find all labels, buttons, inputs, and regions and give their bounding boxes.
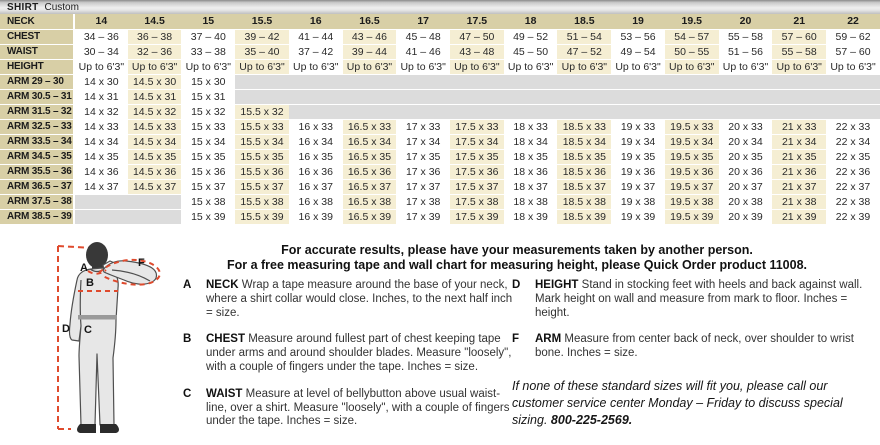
size-cell: 14.5 x 33: [128, 119, 182, 134]
measuring-heading-line1: For accurate results, please have your measurements taken by another person.: [281, 243, 753, 257]
neck-size-cell: 15.5: [235, 14, 289, 29]
size-cell: [343, 104, 397, 119]
size-cell: 21 x 35: [772, 149, 826, 164]
size-cell: 45 – 48: [396, 29, 450, 44]
size-cell: [826, 104, 880, 119]
size-cell: Up to 6'3": [450, 59, 504, 74]
size-cell: 15.5 x 38: [235, 194, 289, 209]
size-chart-table: [0, 14, 880, 225]
size-cell: [772, 89, 826, 104]
size-cell: 19.5 x 38: [665, 194, 719, 209]
size-cell: 14.5 x 34: [128, 134, 182, 149]
size-cell: [557, 104, 611, 119]
size-cell: [557, 74, 611, 89]
size-cell: Up to 6'3": [557, 59, 611, 74]
size-cell: 20 x 35: [719, 149, 773, 164]
neck-size-cell: 16.5: [343, 14, 397, 29]
neck-size-cell: 14: [74, 14, 128, 29]
size-cell: 19 x 35: [611, 149, 665, 164]
size-cell: 15 x 37: [181, 179, 235, 194]
size-cell: 20 x 37: [719, 179, 773, 194]
size-cell: 18 x 34: [504, 134, 558, 149]
neck-size-cell: 17: [396, 14, 450, 29]
instruction-text: Stand in stocking feet with heels and back against wall. Mark height on wall and measure from mark to floor. Inches = height.: [535, 279, 863, 319]
neck-size-cell: 15: [181, 14, 235, 29]
size-cell: 19.5 x 34: [665, 134, 719, 149]
size-cell: 55 – 58: [719, 29, 773, 44]
size-cell: 21 x 36: [772, 164, 826, 179]
size-cell: 20 x 39: [719, 209, 773, 224]
size-cell: 19 x 34: [611, 134, 665, 149]
size-cell: [128, 194, 182, 209]
size-cell: 17.5 x 33: [450, 119, 504, 134]
size-cell: 41 – 44: [289, 29, 343, 44]
instruction-text: Measure at level of bellybutton above usual waist-line, over a shirt. Measure "loosely", with a couple of fingers under the tape. Inches = size.: [206, 387, 510, 428]
size-cell: Up to 6'3": [826, 59, 880, 74]
size-cell: 22 x 39: [826, 209, 880, 224]
row-label-cell: ARM 30.5 – 31: [0, 89, 74, 104]
size-cell: 18 x 37: [504, 179, 558, 194]
special-sizing-text: If none of these standard sizes will fit you, please call our customer service center Monday – Friday to discuss special sizing.: [512, 378, 843, 427]
size-cell: 14 x 30: [74, 74, 128, 89]
size-cell: 21 x 34: [772, 134, 826, 149]
row-label-cell: CHEST: [0, 29, 74, 44]
size-cell: 19.5 x 37: [665, 179, 719, 194]
size-cell: 16.5 x 33: [343, 119, 397, 134]
size-cell: [450, 104, 504, 119]
size-cell: 14 x 35: [74, 149, 128, 164]
instruction-chest: [183, 333, 519, 374]
size-cell: 18 x 36: [504, 164, 558, 179]
section-header: [0, 0, 880, 14]
size-cell: 14 x 34: [74, 134, 128, 149]
size-table-row: [0, 164, 880, 179]
size-cell: 18 x 35: [504, 149, 558, 164]
figure-label-neck: A: [80, 262, 88, 274]
size-cell: 16 x 34: [289, 134, 343, 149]
size-cell: 16.5 x 39: [343, 209, 397, 224]
size-cell: [665, 104, 719, 119]
size-cell: [396, 104, 450, 119]
size-cell: [504, 74, 558, 89]
size-cell: 43 – 46: [343, 29, 397, 44]
row-label-cell: ARM 33.5 – 34: [0, 134, 74, 149]
size-table-row: [0, 179, 880, 194]
size-cell: 41 – 46: [396, 44, 450, 59]
size-cell: 18.5 x 38: [557, 194, 611, 209]
row-label-cell: ARM 37.5 – 38: [0, 194, 74, 209]
figure-body: [69, 261, 156, 425]
instruction-letter: C: [183, 387, 192, 400]
size-cell: [396, 89, 450, 104]
size-cell: 37 – 42: [289, 44, 343, 59]
size-table-row: [0, 134, 880, 149]
size-cell: 45 – 50: [504, 44, 558, 59]
size-cell: Up to 6'3": [289, 59, 343, 74]
size-cell: 55 – 58: [772, 44, 826, 59]
size-cell: 22 x 33: [826, 119, 880, 134]
figure-label-waist: C: [84, 324, 92, 336]
size-cell: 32 – 36: [128, 44, 182, 59]
size-cell: [235, 74, 289, 89]
instruction-letter: D: [512, 279, 521, 291]
size-cell: 15 x 31: [181, 89, 235, 104]
instruction-height: [512, 279, 878, 320]
size-cell: 57 – 60: [772, 29, 826, 44]
size-cell: 51 – 56: [719, 44, 773, 59]
section-title: SHIRT: [7, 1, 39, 13]
size-cell: 14.5 x 32: [128, 104, 182, 119]
row-label-cell: ARM 34.5 – 35: [0, 149, 74, 164]
size-cell: [826, 89, 880, 104]
size-cell: 43 – 48: [450, 44, 504, 59]
size-cell: 14 x 36: [74, 164, 128, 179]
size-cell: 16.5 x 34: [343, 134, 397, 149]
size-table-row: [0, 59, 880, 74]
size-cell: [450, 74, 504, 89]
size-cell: Up to 6'3": [772, 59, 826, 74]
instruction-term: HEIGHT: [535, 279, 579, 291]
size-cell: [289, 104, 343, 119]
measurement-figure-illustration: [0, 238, 170, 445]
instruction-term: CHEST: [206, 333, 245, 346]
row-label-cell: ARM 36.5 – 37: [0, 179, 74, 194]
size-cell: 16.5 x 36: [343, 164, 397, 179]
size-cell: 18.5 x 37: [557, 179, 611, 194]
size-table-row: [0, 89, 880, 104]
instruction-term: ARM: [535, 333, 562, 346]
figure-waist-band: [78, 315, 117, 320]
size-cell: Up to 6'3": [719, 59, 773, 74]
neck-size-cell: 14.5: [128, 14, 182, 29]
size-cell: 14 x 37: [74, 179, 128, 194]
size-cell: 14.5 x 30: [128, 74, 182, 89]
neck-header-row: [0, 14, 880, 29]
neck-size-cell: 18.5: [557, 14, 611, 29]
row-label-cell: ARM 31.5 – 32: [0, 104, 74, 119]
size-cell: 21 x 37: [772, 179, 826, 194]
size-cell: [719, 89, 773, 104]
size-table-row: [0, 194, 880, 209]
size-cell: [343, 74, 397, 89]
instruction-neck: [183, 279, 519, 320]
size-cell: [74, 194, 128, 209]
special-sizing-note: [512, 378, 878, 429]
measuring-heading-line2: For a free measuring tape and wall chart for measuring height, please Quick Order product 11008.: [226, 257, 808, 272]
size-cell: 35 – 40: [235, 44, 289, 59]
size-cell: 22 x 35: [826, 149, 880, 164]
size-cell: 20 x 36: [719, 164, 773, 179]
size-table-row: [0, 119, 880, 134]
size-cell: 16.5 x 37: [343, 179, 397, 194]
size-cell: 19.5 x 35: [665, 149, 719, 164]
row-label-cell: WAIST: [0, 44, 74, 59]
size-cell: Up to 6'3": [128, 59, 182, 74]
size-cell: 15 x 39: [181, 209, 235, 224]
size-cell: [343, 89, 397, 104]
neck-size-cell: 19.5: [665, 14, 719, 29]
size-cell: [665, 89, 719, 104]
size-cell: 21 x 39: [772, 209, 826, 224]
size-cell: 17 x 35: [396, 149, 450, 164]
size-cell: 17.5 x 38: [450, 194, 504, 209]
size-cell: 16 x 33: [289, 119, 343, 134]
instruction-arm: [512, 333, 878, 361]
size-cell: Up to 6'3": [235, 59, 289, 74]
size-cell: 15.5 x 39: [235, 209, 289, 224]
size-cell: 18.5 x 39: [557, 209, 611, 224]
neck-size-cell: 16: [289, 14, 343, 29]
instruction-term: WAIST: [206, 387, 243, 400]
size-cell: 59 – 62: [826, 29, 880, 44]
size-cell: 19 x 36: [611, 164, 665, 179]
size-cell: Up to 6'3": [181, 59, 235, 74]
size-cell: 51 – 54: [557, 29, 611, 44]
size-cell: 15 x 33: [181, 119, 235, 134]
size-cell: 53 – 56: [611, 29, 665, 44]
size-cell: 16 x 39: [289, 209, 343, 224]
instruction-letter: F: [512, 333, 520, 346]
size-cell: [826, 74, 880, 89]
size-cell: 17 x 33: [396, 119, 450, 134]
size-cell: Up to 6'3": [665, 59, 719, 74]
size-cell: [450, 89, 504, 104]
size-cell: 15.5 x 36: [235, 164, 289, 179]
measuring-heading: [160, 243, 874, 272]
size-cell: 14 x 32: [74, 104, 128, 119]
neck-size-cell: 19: [611, 14, 665, 29]
size-cell: 39 – 42: [235, 29, 289, 44]
size-cell: 22 x 38: [826, 194, 880, 209]
size-cell: Up to 6'3": [611, 59, 665, 74]
instructions-left-column: [183, 279, 519, 442]
phone-number: 800-225-2569.: [550, 412, 633, 427]
size-cell: 15 x 34: [181, 134, 235, 149]
size-cell: 17.5 x 34: [450, 134, 504, 149]
figure-shoes: [77, 424, 119, 433]
size-cell: 33 – 38: [181, 44, 235, 59]
size-cell: [396, 74, 450, 89]
size-cell: 15 x 32: [181, 104, 235, 119]
row-label-cell: ARM 38.5 – 39: [0, 209, 74, 224]
size-cell: 16 x 38: [289, 194, 343, 209]
row-label-cell: ARM 32.5 – 33: [0, 119, 74, 134]
size-cell: [772, 74, 826, 89]
neck-row-label: NECK: [0, 14, 74, 29]
size-cell: 14 x 31: [74, 89, 128, 104]
size-cell: Up to 6'3": [343, 59, 397, 74]
size-cell: 36 – 38: [128, 29, 182, 44]
size-cell: 16 x 37: [289, 179, 343, 194]
instruction-letter: A: [183, 279, 192, 291]
row-label-cell: ARM 35.5 – 36: [0, 164, 74, 179]
size-cell: 14.5 x 36: [128, 164, 182, 179]
instruction-text: Measure from center back of neck, over shoulder to wrist bone. Inches = size.: [535, 333, 854, 360]
size-cell: 17.5 x 37: [450, 179, 504, 194]
size-cell: 54 – 57: [665, 29, 719, 44]
size-cell: 15 x 38: [181, 194, 235, 209]
size-table-row: [0, 104, 880, 119]
neck-size-cell: 18: [504, 14, 558, 29]
size-cell: 49 – 54: [611, 44, 665, 59]
size-cell: [289, 89, 343, 104]
size-cell: 15 x 30: [181, 74, 235, 89]
size-cell: 14.5 x 31: [128, 89, 182, 104]
size-cell: 50 – 55: [665, 44, 719, 59]
size-table-row: [0, 149, 880, 164]
size-cell: [504, 89, 558, 104]
size-table-body: [0, 14, 880, 224]
size-cell: 19.5 x 39: [665, 209, 719, 224]
size-cell: 30 – 34: [74, 44, 128, 59]
neck-size-cell: 20: [719, 14, 773, 29]
size-cell: 14.5 x 37: [128, 179, 182, 194]
size-cell: 17 x 34: [396, 134, 450, 149]
size-cell: 19.5 x 36: [665, 164, 719, 179]
size-cell: 15.5 x 37: [235, 179, 289, 194]
size-cell: 14 x 33: [74, 119, 128, 134]
size-cell: 15 x 36: [181, 164, 235, 179]
size-table-row: [0, 44, 880, 59]
size-cell: 17 x 38: [396, 194, 450, 209]
size-cell: 19.5 x 33: [665, 119, 719, 134]
figure-label-height: D: [62, 323, 70, 335]
size-cell: 17.5 x 39: [450, 209, 504, 224]
size-cell: 16 x 35: [289, 149, 343, 164]
size-cell: 19 x 33: [611, 119, 665, 134]
size-table-row: [0, 74, 880, 89]
size-cell: 18.5 x 34: [557, 134, 611, 149]
size-cell: [719, 74, 773, 89]
size-cell: 57 – 60: [826, 44, 880, 59]
size-cell: [74, 209, 128, 224]
figure-label-arm: F: [138, 257, 145, 269]
size-cell: 17.5 x 35: [450, 149, 504, 164]
size-cell: [719, 104, 773, 119]
size-cell: 15.5 x 32: [235, 104, 289, 119]
size-cell: 15 x 35: [181, 149, 235, 164]
size-cell: 20 x 38: [719, 194, 773, 209]
size-cell: 16.5 x 38: [343, 194, 397, 209]
size-cell: [772, 104, 826, 119]
size-cell: 18 x 38: [504, 194, 558, 209]
size-cell: 39 – 44: [343, 44, 397, 59]
size-cell: 19 x 37: [611, 179, 665, 194]
size-cell: 18.5 x 33: [557, 119, 611, 134]
size-cell: 34 – 36: [74, 29, 128, 44]
size-cell: 21 x 33: [772, 119, 826, 134]
size-cell: Up to 6'3": [74, 59, 128, 74]
size-cell: 18 x 33: [504, 119, 558, 134]
size-cell: 17 x 39: [396, 209, 450, 224]
size-cell: 37 – 40: [181, 29, 235, 44]
size-cell: 22 x 34: [826, 134, 880, 149]
size-cell: [611, 74, 665, 89]
size-cell: [611, 104, 665, 119]
size-cell: 14.5 x 35: [128, 149, 182, 164]
size-cell: 47 – 52: [557, 44, 611, 59]
size-cell: 18.5 x 35: [557, 149, 611, 164]
figure-label-chest: B: [86, 277, 94, 289]
size-table-row: [0, 29, 880, 44]
size-cell: 49 – 52: [504, 29, 558, 44]
size-cell: [665, 74, 719, 89]
neck-size-cell: 21: [772, 14, 826, 29]
size-cell: 17.5 x 36: [450, 164, 504, 179]
size-cell: 47 – 50: [450, 29, 504, 44]
size-cell: [557, 89, 611, 104]
instruction-term: NECK: [206, 279, 239, 291]
row-label-cell: ARM 29 – 30: [0, 74, 74, 89]
size-cell: [235, 89, 289, 104]
size-cell: 20 x 33: [719, 119, 773, 134]
size-cell: Up to 6'3": [396, 59, 450, 74]
size-cell: 19 x 39: [611, 209, 665, 224]
size-table-row: [0, 209, 880, 224]
section-subtitle: Custom: [44, 1, 79, 13]
size-cell: [611, 89, 665, 104]
size-cell: 18 x 39: [504, 209, 558, 224]
size-cell: 19 x 38: [611, 194, 665, 209]
size-cell: [128, 209, 182, 224]
neck-size-cell: 17.5: [450, 14, 504, 29]
size-cell: 17 x 37: [396, 179, 450, 194]
size-cell: 15.5 x 34: [235, 134, 289, 149]
row-label-cell: HEIGHT: [0, 59, 74, 74]
instruction-letter: B: [183, 333, 192, 346]
size-cell: 18.5 x 36: [557, 164, 611, 179]
neck-size-cell: 22: [826, 14, 880, 29]
size-cell: 15.5 x 35: [235, 149, 289, 164]
size-cell: [289, 74, 343, 89]
instructions-right-column: [512, 279, 878, 429]
size-cell: 22 x 37: [826, 179, 880, 194]
instruction-text: Measure around fullest part of chest keeping tape under arms and around shoulder blades. Measure "loosely", with a couple of fingers under the tape. Inches = size.: [206, 333, 512, 373]
size-cell: 16 x 36: [289, 164, 343, 179]
instruction-text: Wrap a tape measure around the base of your neck, where a shirt collar would close. Inches, to the next half inch = size.: [206, 279, 513, 319]
size-cell: 21 x 38: [772, 194, 826, 209]
size-cell: 22 x 36: [826, 164, 880, 179]
size-cell: 15.5 x 33: [235, 119, 289, 134]
size-cell: 17 x 36: [396, 164, 450, 179]
size-cell: 20 x 34: [719, 134, 773, 149]
instruction-waist: [183, 388, 519, 429]
size-cell: [504, 104, 558, 119]
size-cell: Up to 6'3": [504, 59, 558, 74]
size-cell: 16.5 x 35: [343, 149, 397, 164]
